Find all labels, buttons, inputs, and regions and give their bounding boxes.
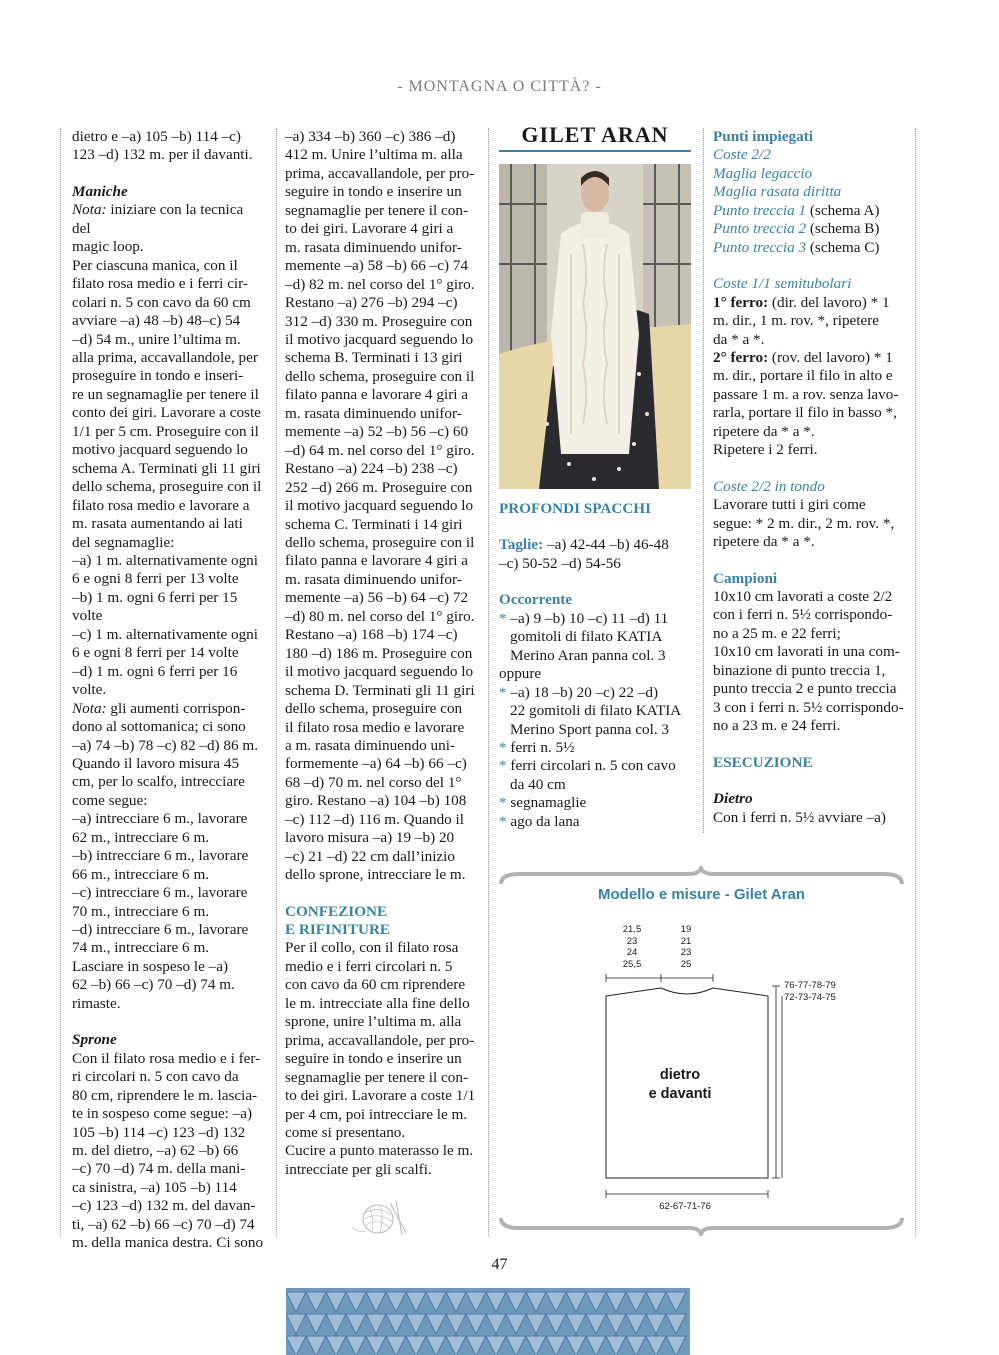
stitch-name: Coste 2/2	[713, 146, 771, 164]
text-line: 66 m., intrecciare 6 m.	[72, 865, 210, 883]
text-line: filato panna e lavorare 4 giri a	[285, 552, 469, 570]
text-line: passare 1 m. a rov. senza lavo-	[713, 385, 899, 403]
text-line: il filato rosa medio e lavorare	[285, 718, 465, 736]
text-line: 1° ferro: (dir. del lavoro) * 1	[713, 293, 890, 311]
text-line: –c) 70 –d) 74 m. della mani-	[72, 1160, 246, 1178]
text-line: 62 –b) 66 –c) 70 –d) 74 m.	[72, 976, 235, 994]
column-divider	[488, 128, 489, 1236]
text-line: –c) 112 –d) 116 m. Quando il	[285, 810, 464, 828]
text-line: prima, accavallandole, per pro-	[285, 164, 475, 182]
bullet-star-icon: *	[499, 738, 507, 756]
text-line: 180 –d) 186 m. Proseguire con	[285, 644, 473, 662]
text-line: come segue:	[72, 791, 148, 809]
text-line: –a) 1 m. alternativamente ogni	[72, 551, 258, 569]
text-line: m. rasata diminuendo unifor-	[285, 570, 462, 588]
text-line: Merino Aran panna col. 3	[510, 646, 666, 664]
text-line: no a 25 m. e 22 ferri;	[713, 624, 841, 642]
text-line: –d) 54 m., unire l’ultima m.	[72, 330, 241, 348]
text-line: Per il collo, con il filato rosa	[285, 939, 459, 957]
text-line: segnamaglie per tenere il con-	[285, 1068, 469, 1086]
text-line: medio e i ferri circolari n. 5	[285, 957, 453, 975]
width-measure: 62-67-71-76	[659, 1201, 711, 1212]
note-label: Nota:	[72, 699, 107, 717]
text-line: 3 con i ferri n. 5½ corrispondo-	[713, 698, 904, 716]
text-line: intrecciate per gli scalfi.	[285, 1160, 432, 1178]
text-line: oppure	[499, 665, 542, 683]
bullet-star-icon: *	[499, 794, 507, 812]
text-line: ca sinistra, –a) 105 –b) 114	[72, 1178, 237, 1196]
text-line: conto dei giri. Lavorare a coste	[72, 404, 261, 422]
text-line: –d) intrecciare 6 m., lavorare	[72, 921, 249, 939]
text-line: il motivo jacquard seguendo lo	[285, 497, 474, 515]
stitch-name: Punto treccia 2 (schema B)	[713, 220, 880, 238]
text-line: memente –a) 58 –b) 66 –c) 74	[285, 257, 469, 275]
column-divider	[915, 128, 916, 1236]
text-line: 412 m. Unire l’ultima m. alla	[285, 146, 463, 164]
text-line: da 40 cm	[510, 775, 566, 793]
text-line: segnamaglie per tenere il con-	[285, 201, 469, 219]
text-line: schema B. Terminati i 13 giri	[285, 349, 463, 367]
text-line: volte	[72, 607, 103, 625]
text-line: dello schema, proseguire con il	[72, 478, 262, 496]
text-line: prima, accavallandole, per pro-	[285, 1031, 475, 1049]
text-line: to dei giri. Lavorare 4 giri a	[285, 220, 454, 238]
section-title-esecuzione: ESECUZIONE	[713, 753, 813, 771]
text-line: con i ferri n. 5½ corrispondo-	[713, 606, 893, 624]
text-line: m. del dietro, –a) 62 –b) 66	[72, 1142, 239, 1160]
text-line: to dei giri. Lavorare a coste 1/1	[285, 1087, 476, 1105]
section-title-occorrente: Occorrente	[499, 591, 573, 609]
text-line: da * a *.	[713, 330, 765, 348]
text-line: 6 e ogni 8 ferri per 14 volte	[72, 644, 239, 662]
text-line: –d) 80 m. nel corso del 1° giro.	[285, 607, 475, 625]
text-line: le m. intrecciate alla fine dello	[285, 994, 470, 1012]
text-line: m. dir., portare il filo in alto e	[713, 367, 893, 385]
text-line: formemente –a) 64 –b) 66 –c)	[285, 755, 467, 773]
text-line: 252 –d) 266 m. Proseguire con	[285, 478, 473, 496]
text-line: ti, –a) 62 –b) 66 –c) 70 –d) 74	[72, 1215, 255, 1233]
text-line: a m. rasata diminuendo uni-	[285, 736, 455, 754]
stitch-name: Maglia rasata diritta	[713, 183, 842, 201]
list-item: * ferri n. 5½	[499, 738, 575, 756]
text-line: Restano –a) 224 –b) 238 –c)	[285, 460, 458, 478]
text-line: –a) 334 –b) 360 –c) 386 –d)	[285, 128, 456, 145]
text-line: segue: * 2 m. dir., 2 m. rov. *,	[713, 514, 895, 532]
column-4	[713, 128, 905, 827]
schematic-label: dietro e davanti	[648, 1067, 712, 1102]
text-line: –b) 1 m. ogni 6 ferri per 15	[72, 588, 238, 606]
text-line: –c) 123 –d) 132 m. del davan-	[72, 1197, 256, 1215]
diagram-bottom-brace	[499, 1216, 904, 1236]
text-line: –d) 1 m. ogni 6 ferri per 16	[72, 662, 238, 680]
text-line: alla prima, accavallandole, per	[72, 348, 258, 366]
text-line: –a) intrecciare 6 m., lavorare	[72, 810, 248, 828]
list-item: * –a) 18 –b) 20 –c) 22 –d)	[499, 683, 659, 701]
text-line: Merino Sport panna col. 3	[510, 720, 670, 738]
text-line: –c) 1 m. alternativamente ogni	[72, 625, 258, 643]
text-line: lavoro misura –a) 19 –b) 20	[285, 829, 455, 847]
text-line: schema D. Terminati gli 11 giri	[285, 681, 475, 699]
text-line: 10x10 cm lavorati in una com-	[713, 643, 900, 661]
text-line: m. rasata diminuendo unifor-	[285, 404, 462, 422]
text-line: ripetere da * a *.	[713, 533, 815, 551]
text-line: Ripetere i 2 ferri.	[713, 441, 818, 459]
sizes-label: Taglie:	[499, 536, 544, 554]
text-line: dello sprone, intrecciare le m.	[285, 866, 466, 884]
text-line: ripetere da * a *.	[713, 422, 815, 440]
text-line: 62 m., intrecciare 6 m.	[72, 828, 210, 846]
text-line: m. della manica destra. Ci sono	[72, 1234, 264, 1252]
text-line: m. rasata aumentando ai lati	[72, 515, 243, 533]
text-line: proseguire in tondo e inseri-	[72, 367, 244, 385]
text-line: filato rosa medio e i ferri cir-	[72, 275, 248, 293]
text-line: schema C. Terminati i 14 giri	[285, 515, 463, 533]
text-line: Restano –a) 276 –b) 294 –c)	[285, 294, 458, 312]
model-photo	[499, 164, 691, 489]
pattern-title: GILET ARAN	[521, 122, 669, 147]
text-line: sprone, unire l’ultima m. alla	[285, 1013, 462, 1031]
text-line: 312 –d) 330 m. Proseguire con	[285, 312, 473, 330]
text-line: rarla, portare il filo in basso *,	[713, 404, 897, 422]
text-line: memente –a) 52 –b) 56 –c) 60	[285, 423, 469, 441]
running-header: - MONTAGNA O CITTÀ? -	[397, 78, 602, 95]
text-line: 70 m., intrecciare 6 m.	[72, 902, 210, 920]
text-line: come si presentano.	[285, 1124, 406, 1142]
text-line: Con i ferri n. 5½ avviare –a)	[713, 808, 886, 826]
section-title-sprone: Sprone	[72, 1031, 117, 1049]
text-line: Nota: gli aumenti corrispon-	[72, 699, 246, 717]
column-divider	[703, 128, 704, 833]
text-line: 74 m., intrecciare 6 m.	[72, 939, 210, 957]
text-line: del segnamaglie:	[72, 533, 175, 551]
title-underline	[499, 150, 691, 152]
row-label: 2° ferro:	[713, 348, 769, 366]
stitch-name: Punto treccia 3 (schema C)	[713, 238, 880, 256]
text-line: dello schema, proseguire con il	[285, 367, 475, 385]
text-line: motivo jacquard seguendo lo	[72, 441, 248, 459]
text-line: dello schema, proseguire con	[285, 700, 463, 718]
list-item: * ferri circolari n. 5 con cavo	[499, 757, 676, 775]
column-divider	[60, 128, 61, 1236]
text-line: dono al sottomanica; ci sono	[72, 718, 246, 736]
text-line: filato rosa medio e lavorare a	[72, 496, 250, 514]
subtitle: PROFONDI SPACCHI	[499, 500, 652, 517]
note-label: Nota:	[72, 201, 107, 219]
text-line: Taglie: –a) 42-44 –b) 46-48	[499, 536, 669, 554]
section-title-dietro: Dietro	[713, 790, 753, 808]
text-line: –a) 74 –b) 78 –c) 82 –d) 86 m.	[72, 736, 259, 754]
column-3	[499, 500, 691, 831]
list-item: * –a) 9 –b) 10 –c) 11 –d) 11	[499, 609, 669, 627]
text-line: Con il filato rosa medio e i fer-	[72, 1049, 261, 1067]
text-line: Restano –a) 168 –b) 174 –c)	[285, 626, 458, 644]
text-line: Lavorare tutti i giri come	[713, 496, 866, 514]
text-line: m. dir., 1 m. rov. *, ripetere	[713, 312, 880, 330]
text-line: memente –a) 56 –b) 64 –c) 72	[285, 589, 469, 607]
text-line: Per ciascuna manica, con il	[72, 256, 238, 274]
text-line: te in sospeso come segue: –a)	[72, 1105, 253, 1123]
text-line: schema A. Terminati gli 11 giri	[72, 459, 261, 477]
diagram-top-brace	[499, 866, 904, 886]
text-line: avviare –a) 48 –b) 48–c) 54	[72, 312, 241, 330]
shoulder-measures: 21,5 23 24 25,5	[622, 924, 642, 970]
text-line: 68 –d) 70 m. nel corso del 1°	[285, 773, 462, 791]
page-number: 47	[491, 1256, 508, 1273]
text-line: binazione di punto treccia 1,	[713, 661, 886, 679]
bullet-star-icon: *	[499, 609, 507, 627]
text-line: –d) 82 m. nel corso del 1° giro.	[285, 275, 475, 293]
text-line: seguire in tondo e inserire un	[285, 183, 462, 201]
text-line: Lasciare in sospeso le –a)	[72, 957, 229, 975]
text-line: Quando il lavoro misura 45	[72, 754, 240, 772]
text-line: 105 –b) 114 –c) 123 –d) 132	[72, 1123, 246, 1141]
bullet-star-icon: *	[499, 683, 507, 701]
column-divider	[276, 128, 277, 1236]
text-line: giro. Restano –a) 104 –b) 108	[285, 792, 467, 810]
text-line: 1/1 per 5 cm. Proseguire con il	[72, 422, 259, 440]
text-line: –c) 50-52 –d) 54-56	[499, 554, 621, 572]
text-line: dello schema, proseguire con il	[285, 533, 475, 551]
text-line: colari n. 5 con cavo da 60 cm	[72, 293, 251, 311]
text-line: magic loop.	[72, 238, 144, 256]
row-label: 1° ferro:	[713, 293, 769, 311]
text-line: 22 gomitoli di filato KATIA	[510, 702, 682, 720]
list-item: * segnamaglie	[499, 794, 587, 812]
text-line: per 4 cm, poi intrecciare le m.	[285, 1105, 468, 1123]
text-line: il motivo jacquard seguendo lo	[285, 330, 474, 348]
section-title-confezione: CONFEZIONE	[285, 902, 388, 920]
text-line: con cavo da 60 cm riprendere	[285, 976, 466, 994]
bullet-star-icon: *	[499, 757, 507, 775]
section-title-punti: Punti impiegati	[713, 128, 813, 145]
column-1	[72, 128, 265, 1253]
knit-texture-image	[286, 1288, 690, 1355]
text-line: 2° ferro: (rov. del lavoro) * 1	[713, 348, 893, 366]
yarn-ball-icon	[350, 1197, 408, 1237]
text-line: filato panna e lavorare 4 giri a	[285, 386, 469, 404]
text-line: cm, per lo scalfo, intrecciare	[72, 773, 245, 791]
neck-measures: 19 21 23 25	[680, 924, 692, 970]
text-line: m. rasata diminuendo unifor-	[285, 238, 462, 256]
text-line: 10x10 cm lavorati a coste 2/2	[713, 587, 893, 605]
text-line: Cucire a punto materasso le m.	[285, 1142, 474, 1160]
text-line: seguire in tondo e inserire un	[285, 1050, 462, 1068]
column-2	[285, 128, 477, 1179]
section-title-rifiniture: E RIFINITURE	[285, 921, 391, 939]
text-line: 6 e ogni 8 ferri per 13 volte	[72, 570, 239, 588]
list-item: * ago da lana	[499, 812, 580, 830]
text-line: dietro e –a) 105 –b) 114 –c)	[72, 128, 241, 145]
stitch-title: Coste 2/2 in tondo	[713, 477, 825, 495]
stitch-name: Punto treccia 1 (schema A)	[713, 201, 880, 219]
section-title-campioni: Campioni	[713, 569, 778, 587]
diagram-title: Modello e misure - Gilet Aran	[598, 886, 805, 903]
text-line: il motivo jacquard seguendo lo	[285, 663, 474, 681]
stitch-name: Maglia legaccio	[713, 164, 813, 182]
text-line: –b) intrecciare 6 m., lavorare	[72, 847, 249, 865]
text-line: punto treccia 2 e punto treccia	[713, 680, 897, 698]
section-title-maniche: Maniche	[72, 182, 128, 200]
text-line: –d) 64 m. nel corso del 1° giro.	[285, 441, 475, 459]
text-line: –c) intrecciare 6 m., lavorare	[72, 884, 248, 902]
stitch-title: Coste 1/1 semitubolari	[713, 275, 852, 293]
bullet-star-icon: *	[499, 812, 507, 830]
text-line: no a 23 m. e 24 ferri.	[713, 717, 841, 735]
text-line: re un segnamaglie per tenere il	[72, 385, 259, 403]
text-line: rimaste.	[72, 994, 121, 1012]
text-line: ri circolari n. 5 con cavo da	[72, 1068, 239, 1086]
text-line: Nota: iniziare con la tecnica del	[72, 201, 244, 237]
height-measures: 76-77-78-79 72-73-74-75	[784, 980, 836, 1003]
text-line: volte.	[72, 681, 107, 699]
text-line: 80 cm, riprendere le m. lascia-	[72, 1086, 258, 1104]
text-line: –c) 21 –d) 22 cm dall’inizio	[285, 847, 455, 865]
text-line: gomitoli di filato KATIA	[510, 628, 663, 646]
text-line: 123 –d) 132 m. per il davanti.	[72, 146, 253, 164]
